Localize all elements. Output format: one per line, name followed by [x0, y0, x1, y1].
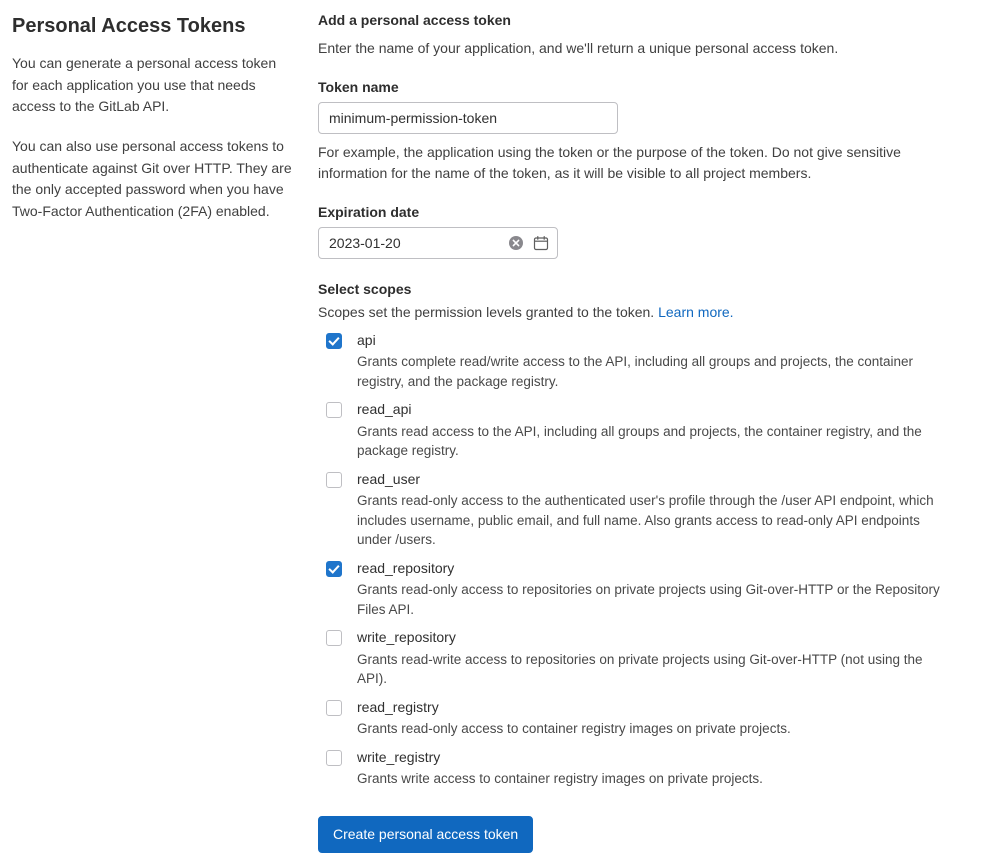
form-heading: Add a personal access token [318, 12, 511, 28]
scope-description: Grants read-write access to repositories on private projects using Git-over-HTTP (not using the API). [357, 651, 923, 687]
scope-checkbox-write_repository[interactable] [326, 630, 342, 646]
token-form-column [318, 0, 966, 853]
scope-row [318, 469, 946, 556]
create-personal-access-token-button[interactable]: Create personal access token [318, 816, 533, 852]
scope-text [357, 747, 946, 795]
scope-text [357, 697, 946, 745]
intro-paragraph-1: You can generate a personal access token for each application you use that needs access to the GitLab API. [12, 55, 277, 115]
scope-text [357, 330, 946, 397]
scope-checkbox-api[interactable] [326, 333, 342, 349]
token-name-label: Token name [318, 79, 399, 95]
scope-checkbox-read_registry[interactable] [326, 700, 342, 716]
scope-description: Grants complete read/write access to the API, including all groups and projects, the container registry, and the package registry. [357, 354, 914, 389]
scope-description: Grants read-only access to repositories on private projects using Git-over-HTTP or the Repository Files API. [357, 582, 940, 617]
scope-description: Grants read-only access to container registry images on private projects. [357, 720, 791, 736]
scope-name: read_registry [357, 698, 439, 715]
scope-row [318, 697, 946, 745]
scope-checkbox-write_registry[interactable] [326, 750, 342, 766]
scope-checkbox-read_user[interactable] [326, 472, 342, 488]
scope-row [318, 747, 946, 795]
scope-row [318, 330, 946, 397]
clear-circle-icon[interactable] [508, 235, 524, 251]
intro-column [0, 0, 318, 853]
scopes-description-text: Scopes set the permission levels granted to the token. [318, 304, 655, 320]
scope-description: Grants write access to container registry images on private projects. [357, 770, 763, 786]
scopes-section [318, 281, 946, 794]
submit-row [318, 816, 946, 852]
form-description: Enter the name of your application, and we'll return a unique personal access token. [318, 40, 839, 56]
scope-name: read_api [357, 401, 412, 418]
scopes-learn-more-link[interactable]: Learn more. [658, 304, 734, 320]
scope-text [357, 399, 946, 466]
scope-row [318, 627, 946, 694]
scope-name: read_repository [357, 559, 455, 576]
scope-list [318, 330, 946, 794]
scope-checkbox-read_repository[interactable] [326, 561, 342, 577]
scope-description: Grants read access to the API, including all groups and projects, the container registry, and the package registry. [357, 423, 922, 459]
scope-row [318, 558, 946, 625]
scope-description: Grants read-only access to the authenticated user's profile through the /user API endpoint, which includes username, public email, and full name. Also grants access to read-only API endpoints under /users. [357, 493, 934, 548]
scope-name: api [357, 332, 376, 348]
page-title: Personal Access Tokens [12, 15, 246, 37]
token-name-input[interactable] [318, 102, 618, 134]
scope-name: write_repository [357, 629, 456, 646]
intro-paragraph-2: You can also use personal access tokens to authenticate against Git over HTTP. They are the only accepted password when you have Two-Factor Authentication (2FA) enabled. [12, 138, 292, 220]
token-name-help: For example, the application using the token or the purpose of the token. Do not give sensitive information for the name of the token, as it will be visible to all project members. [318, 144, 901, 181]
scope-name: read_user [357, 470, 421, 487]
expiration-date-label: Expiration date [318, 204, 420, 220]
scope-row [318, 399, 946, 466]
scope-text [357, 558, 946, 625]
scopes-label: Select scopes [318, 281, 412, 297]
calendar-icon[interactable] [533, 235, 549, 251]
scope-name: write_registry [357, 748, 441, 765]
scope-text [357, 627, 946, 694]
scope-text [357, 469, 946, 556]
scope-checkbox-read_api[interactable] [326, 402, 342, 418]
scopes-description [318, 304, 946, 320]
expiration-date-field [318, 227, 558, 259]
